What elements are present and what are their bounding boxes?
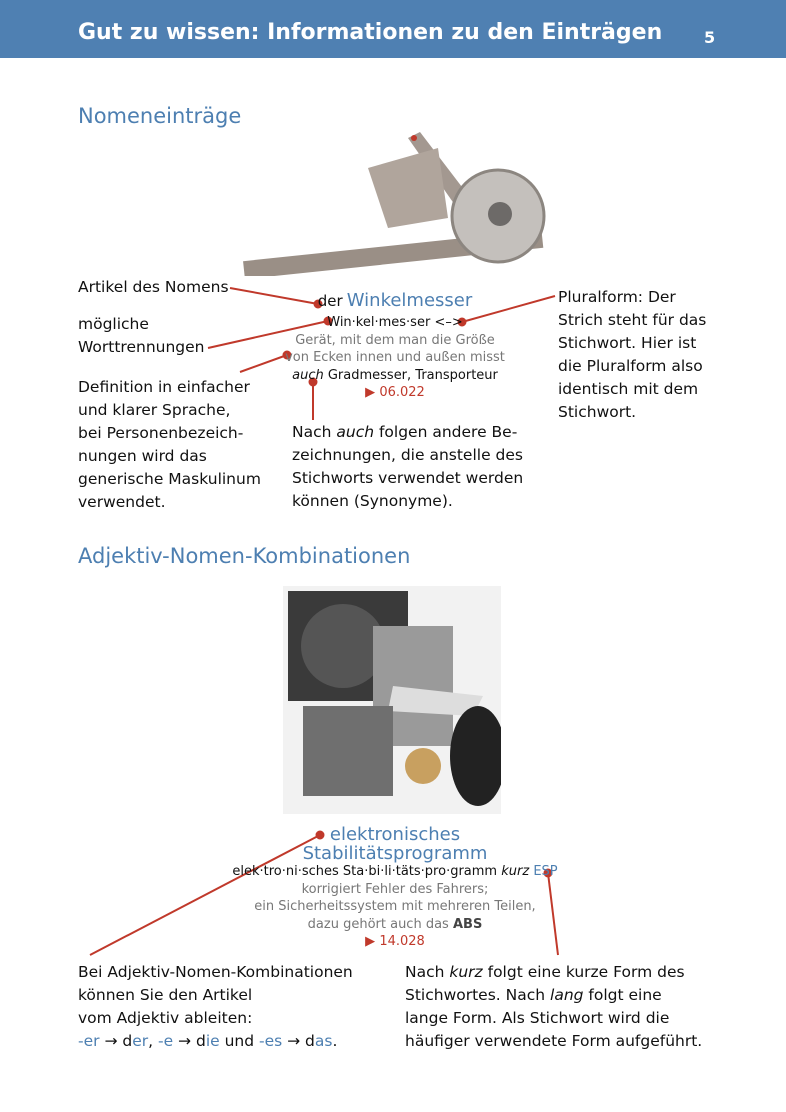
label-line: Stichwort. Hier ist bbox=[558, 334, 697, 352]
label-line: verwendet. bbox=[78, 493, 166, 511]
dictionary-entry-winkelmesser bbox=[270, 290, 520, 402]
text: -er bbox=[78, 1032, 100, 1050]
text: as bbox=[314, 1032, 333, 1050]
text: auch bbox=[336, 423, 375, 441]
label-line: zeichnungen, die anstelle des bbox=[292, 446, 523, 464]
label-article-derivation bbox=[78, 961, 353, 1053]
text: elek·tro·ni·sches Sta·bi·li·täts·pro·gramm bbox=[232, 864, 498, 879]
label-line: häufiger verwendete Form aufgeführt. bbox=[405, 1032, 703, 1050]
entry-definition: von Ecken innen und außen misst bbox=[285, 350, 505, 365]
label-plural bbox=[558, 286, 706, 424]
entry-definition: ein Sicherheitssystem mit mehreren Teilen, bbox=[254, 899, 536, 914]
text: folgt eine bbox=[583, 986, 662, 1004]
entry-reference[interactable] bbox=[270, 384, 520, 402]
entry-abbreviation: ESP bbox=[533, 864, 558, 879]
label-line: Stichworts verwendet werden bbox=[292, 469, 524, 487]
text: Nach bbox=[405, 963, 450, 981]
label-article: Artikel des Nomens bbox=[78, 278, 229, 296]
entry-definition bbox=[200, 916, 590, 934]
text: lang bbox=[550, 986, 584, 1004]
entry-syllables bbox=[200, 863, 590, 881]
label-line: vom Adjektiv ableiten: bbox=[78, 1009, 253, 1027]
label-line: mögliche bbox=[78, 315, 149, 333]
label-line: Definition in einfacher bbox=[78, 378, 250, 396]
label-line: nungen wird das bbox=[78, 447, 207, 465]
label-line: bei Personenbezeich- bbox=[78, 424, 244, 442]
label-line bbox=[405, 984, 702, 1007]
label-line: identisch mit dem bbox=[558, 380, 699, 398]
text: er bbox=[132, 1032, 149, 1050]
text: kurz bbox=[449, 963, 483, 981]
label-hyphenation bbox=[78, 313, 205, 359]
label-line: generische Maskulinum bbox=[78, 470, 261, 488]
text: Nach bbox=[292, 423, 337, 441]
entry-headword: Winkelmesser bbox=[346, 290, 473, 311]
label-line: Worttrennungen bbox=[78, 338, 205, 356]
article-rule bbox=[78, 1030, 353, 1053]
page-number: 5 bbox=[704, 28, 716, 47]
text: ie bbox=[205, 1032, 220, 1050]
entry-syllables bbox=[270, 314, 520, 332]
label-line: Strich steht für das bbox=[558, 311, 707, 329]
label-line: und klarer Sprache, bbox=[78, 401, 231, 419]
section-heading-adj-noun: Adjektiv-Nomen-Kombinationen bbox=[78, 544, 411, 568]
text: auch bbox=[292, 367, 324, 383]
entry-plural: <–> bbox=[434, 315, 463, 330]
entry-definition: korrigiert Fehler des Fahrers; bbox=[301, 881, 489, 897]
text: folgt eine kurze Form des bbox=[482, 963, 685, 981]
text: → d bbox=[282, 1032, 315, 1050]
play-icon: ▶ bbox=[365, 385, 376, 400]
text: kurz bbox=[501, 864, 530, 879]
label-line: die Pluralform also bbox=[558, 357, 703, 375]
label-line: Bei Adjektiv-Nomen-Kombinationen bbox=[78, 963, 353, 981]
entry-headword: elektronisches bbox=[329, 824, 461, 845]
text: Stichwortes. Nach bbox=[405, 986, 551, 1004]
label-line: können Sie den Artikel bbox=[78, 986, 253, 1004]
entry-article: der bbox=[317, 292, 343, 310]
dictionary-entry-esp bbox=[200, 825, 590, 951]
text: Gradmesser, Transporteur bbox=[327, 367, 498, 383]
label-short-form bbox=[405, 961, 702, 1053]
text: . bbox=[332, 1032, 338, 1050]
entry-headline bbox=[270, 290, 520, 314]
label-definition bbox=[78, 376, 261, 514]
text: -es bbox=[259, 1032, 283, 1050]
entry-reference[interactable] bbox=[200, 933, 590, 951]
text: 06.022 bbox=[379, 385, 425, 400]
label-synonyms bbox=[292, 421, 523, 513]
play-icon: ▶ bbox=[365, 934, 376, 949]
text: → d bbox=[99, 1032, 133, 1050]
text: ABS bbox=[452, 916, 483, 932]
label-line: können (Synonyme). bbox=[292, 492, 453, 510]
entry-definition: Gerät, mit dem man die Größe bbox=[295, 332, 495, 348]
text: 14.028 bbox=[379, 934, 425, 949]
label-line: Pluralform: Der bbox=[558, 288, 676, 306]
label-line bbox=[405, 961, 702, 984]
entry-synonyms bbox=[270, 367, 520, 385]
section-heading-nouns: Nomeneinträge bbox=[78, 104, 242, 128]
text: Win·kel·mes·ser bbox=[327, 315, 431, 330]
label-line: Stichwort. bbox=[558, 403, 637, 421]
label-line: lange Form. Als Stichwort wird die bbox=[405, 1009, 670, 1027]
text: → d bbox=[173, 1032, 206, 1050]
text: folgen andere Be- bbox=[374, 423, 518, 441]
text: -e bbox=[157, 1032, 174, 1050]
label-line bbox=[292, 421, 523, 444]
text: , bbox=[148, 1032, 158, 1050]
text: dazu gehört auch das bbox=[307, 916, 449, 932]
text: und bbox=[219, 1032, 259, 1050]
entry-headword: Stabilitätsprogramm bbox=[302, 843, 488, 864]
car-chassis-image bbox=[283, 586, 501, 814]
page-title: Gut zu wissen: Informationen zu den Einträgen bbox=[78, 20, 663, 45]
